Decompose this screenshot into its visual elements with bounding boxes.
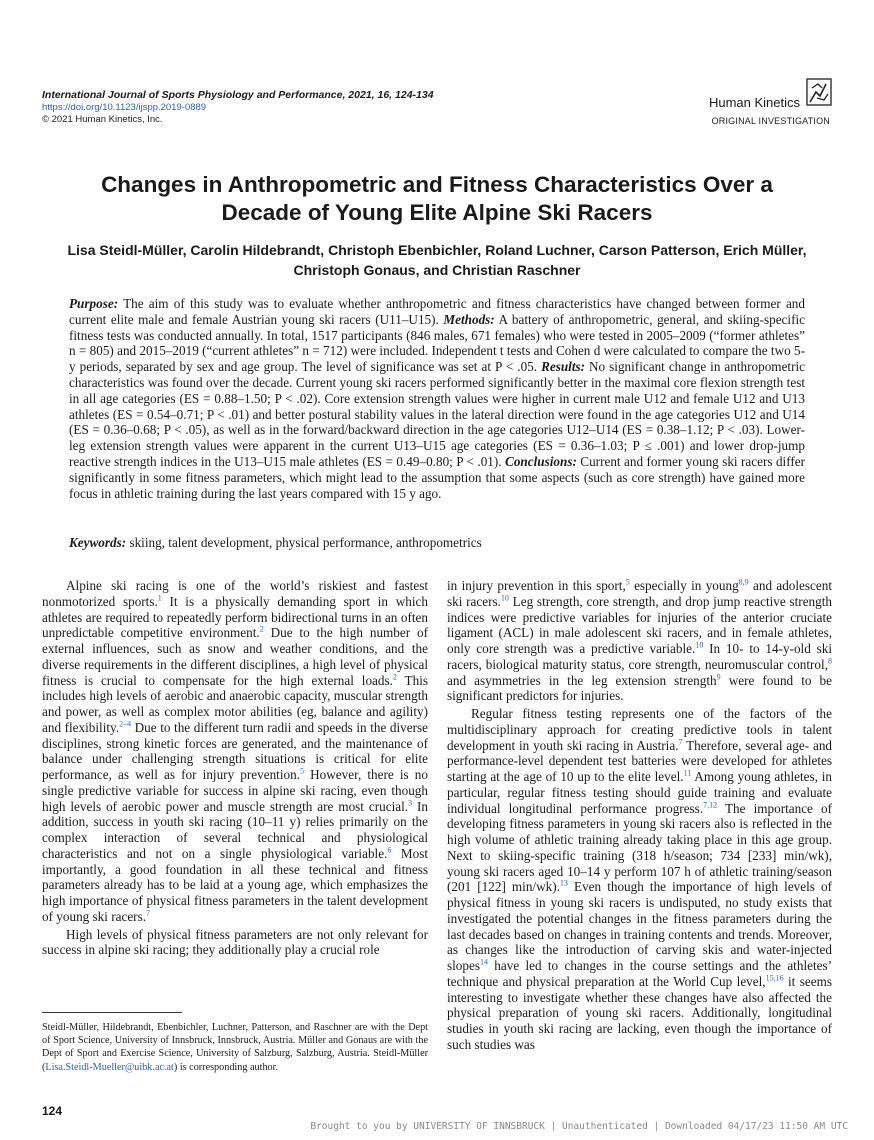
download-footer: Brought to you by UNIVERSITY OF INNSBRUCK | Unauthenticated | Downloaded 04/17/23 11:50 AM UTC <box>310 1121 848 1132</box>
paragraph: Regular fitness testing represents one of the factors of the multidisciplinary approach for creating predictive tools in talent development in youth ski racing in Austria.$^7$ Therefore, several age- and performance-level dependent test batteries were developed for athletes starting at the age of 10 up to the elite level.$^{11}$ Among young athletes, in particular, regular fitness testing should guide training and evaluate individual longitudinal performance progress.$^{7,12}$ The importance of developing fitness parameters in young ski racers also is reflected in the high volume of athletic training already taking place in this age group. Next to skiing-specific training (318 h/season; 734 [233] min/wk), young ski racers aged 10–14 y perform 107 h of athletic training/season (201 [122] min/wk).$^{13}$ Even though the importance of high levels of physical fitness in young ski racers is undisputed, no study exists that investigated the potential changes in the fitness parameters during the last decades based on changes in training contents and trends. Moreover, as changes like the introduction of carving skis and water-injected slopes$^{14}$ have led to changes in the course settings and the athletes’ technique and physical preparation at the World Cup level,$^{15,16}$ it seems interesting to investigate whether these changes have also affected the physical preparation of young ski racers. Additionally, longitudinal studies in youth ski racing are lacking, even though the importance of such studies was <box>447 706 833 1052</box>
citation-link[interactable]: 8,9 <box>738 577 749 587</box>
citation-link[interactable]: 10 <box>500 593 509 603</box>
methods-label: Methods: <box>443 311 495 327</box>
keywords-text: skiing, talent development, physical performance, anthropometrics <box>126 535 482 550</box>
citation-link[interactable]: 10 <box>695 640 704 650</box>
human-kinetics-logo-icon <box>806 78 832 106</box>
paragraph: in injury prevention in this sport,$^5$ especially in young$^{8,9}$ and adolescent ski racers.$^{10}$ Leg strength, core strength, and drop jump reactive strength indices were predictive variables for injuries of the anterior cruciate ligament (ACL) in male adolescent ski racers, and in female athletes, only core strength was a predictive variable.$^{10}$ In 10- to 14-y-old ski racers, biological maturity status, core strength, neuromuscular control,$^8$ and asymmetries in the leg extension strength$^9$ were found to be significant predictors for injuries. <box>447 577 833 704</box>
citation-link[interactable]: 7,12 <box>703 800 718 810</box>
abstract <box>69 296 805 501</box>
article-section: ORIGINAL INVESTIGATION <box>711 116 830 126</box>
citation-link[interactable]: 7 <box>678 737 683 747</box>
author-affiliations: Steidl-Müller, Hildebrandt, Ebenbichler, Luchner, Patterson, and Raschner are with the Dept of Sport Science, University of Innsbruck, Innsbruck, Austria. Müller and Gonaus are with the Dept of Sport and Exercise Science, University of Salzburg, Salzburg, Austria. Steidl-Müller (Lisa.Steidl-Mueller@uibk.ac.at) is corresponding author. <box>42 1022 428 1073</box>
citation-link[interactable]: 2–4 <box>119 719 132 729</box>
citation-link[interactable]: 2 <box>259 624 264 634</box>
results-label: Results: <box>541 359 586 375</box>
copyright-line: © 2021 Human Kinetics, Inc. <box>42 114 163 125</box>
body-column-left <box>42 578 428 958</box>
conclusions-text: Current and former young ski racers differ significantly in some fitness parameters, which might lead to the assumption that some aspects (such as core strength) have gained more focus in athletic training during the last years compared with 15 y ago. <box>69 453 805 501</box>
paragraph: Alpine ski racing is one of the world’s riskiest and fastest nonmotorized sports.$^1$ It is a physically demanding sport in which athletes are required to repeatedly perform bidirectional turns in an often unpredictable competitive environment.$^2$ Due to the high number of external influences, such as snow and weather conditions, and the diverse requirements in the different disciplines, a high level of physical fitness is crucial to compensate for the high external loads.$^2$ This includes high levels of aerobic and anaerobic capacity, muscular strength and power, as well as complex motor abilities (eg, balance and agility) and flexibility.$^{2-4}$ Due to the different turn radii and speeds in the diverse disciplines, strong kinetic forces are generated, and the maintenance of balance under challenging strength situations is critical for elite performance, as well as for injury prevention.$^5$ However, there is no single predictive variable for success in alpine ski racing, even though high levels of aerobic power and muscle strength are most crucial.$^3$ In addition, success in youth ski racing (10–11 y) relies primarily on the complex interaction of several technical and physiological characteristics and not on a single physiological variable.$^6$ Most importantly, a good foundation in all these technical and fitness parameters already has to be laid at a young age, which emphasizes the high importance of physical fitness parameters in the talent development of young ski racers.$^7$ <box>42 578 429 924</box>
page-number: 124 <box>42 1104 63 1118</box>
citation-link[interactable]: 6 <box>387 845 392 855</box>
author-list: Lisa Steidl-Müller, Carolin Hildebrandt, Christoph Ebenbichler, Roland Luchner, Carson Patterson, Erich Müller, Christoph Gonaus, and Christian Raschner <box>67 242 807 278</box>
citation-link[interactable]: 8 <box>828 656 832 666</box>
citation-link[interactable]: 7 <box>146 908 151 918</box>
doi-link[interactable]: https://doi.org/10.1123/ijspp.2019-0889 <box>42 102 207 113</box>
citation-link[interactable]: 5 <box>625 577 630 587</box>
citation-link[interactable]: 9 <box>716 672 721 682</box>
keywords-label: Keywords: <box>69 535 127 550</box>
journal-citation: International Journal of Sports Physiology and Performance, 2021, 16, 124-134 <box>42 89 434 101</box>
results-text: No significant change in anthropometric characteristics was found over the decade. Current young ski racers performed significantly better in the maximal core flexion strength test in all age categories (ES = 0.88–1.50; P < .02). Core extension strength values were higher in current male U12 and female U12 and U13 athletes (ES = 0.54–0.71; P < .01) and better postural stability values in the lateral direction were found in the age categories U12 and U14 (ES = 0.36–0.68; P < .05), as well as in the forward/backward direction in the age categories U12–U14 (ES = 0.38–1.12; P < .03). Lower-leg extension strength values were apparent in the current U13–U15 age categories (ES = 0.36–1.03; P ≤ .001) and lower drop-jump reactive strength indices in the U13–U15 male athletes (ES = 0.49–0.80; P < .01). <box>69 359 805 469</box>
paragraph: High levels of physical fitness parameters are not only relevant for success in alpine ski racing; they additionally play a crucial role <box>42 926 428 958</box>
keywords <box>69 535 805 551</box>
conclusions-label: Conclusions: <box>505 453 577 469</box>
corresponding-email-link[interactable]: Lisa.Steidl-Mueller@uibk.ac.at <box>45 1061 174 1073</box>
purpose-label: Purpose: <box>69 296 119 311</box>
methods-text: A battery of anthropometric, general, and skiing-specific fitness tests was conducted annually. In total, 1517 participants (846 males, 671 females) who were tested in 2005–2009 (“former athletes” n = 805) and 2015–2019 (“current athletes” n = 712) were included. Independent t tests and Cohen d were calculated to compare the two 5-y periods, separated by sex and age group. The level of significance was set at P < .05. <box>69 311 805 375</box>
purpose-text: The aim of this study was to evaluate whether anthropometric and fitness characteristics have changed between former and current elite male and female Austrian young ski racers (U11–U15). <box>69 296 805 327</box>
citation-link[interactable]: 14 <box>479 957 488 967</box>
citation-link[interactable]: 11 <box>683 768 692 778</box>
citation-link[interactable]: 15,16 <box>765 973 784 983</box>
article-title: Changes in Anthropometric and Fitness Characteristics Over a Decade of Young Elite Alpine Ski Racers <box>101 172 773 225</box>
footnote-divider <box>42 1012 182 1013</box>
citation-link[interactable]: 5 <box>300 766 304 776</box>
citation-link[interactable]: 2 <box>392 672 397 682</box>
citation-link[interactable]: 1 <box>157 593 162 603</box>
citation-link[interactable]: 13 <box>559 878 568 888</box>
citation-link[interactable]: 3 <box>408 798 413 808</box>
body-column-right <box>447 578 832 1053</box>
publisher-name: Human Kinetics <box>708 95 800 110</box>
